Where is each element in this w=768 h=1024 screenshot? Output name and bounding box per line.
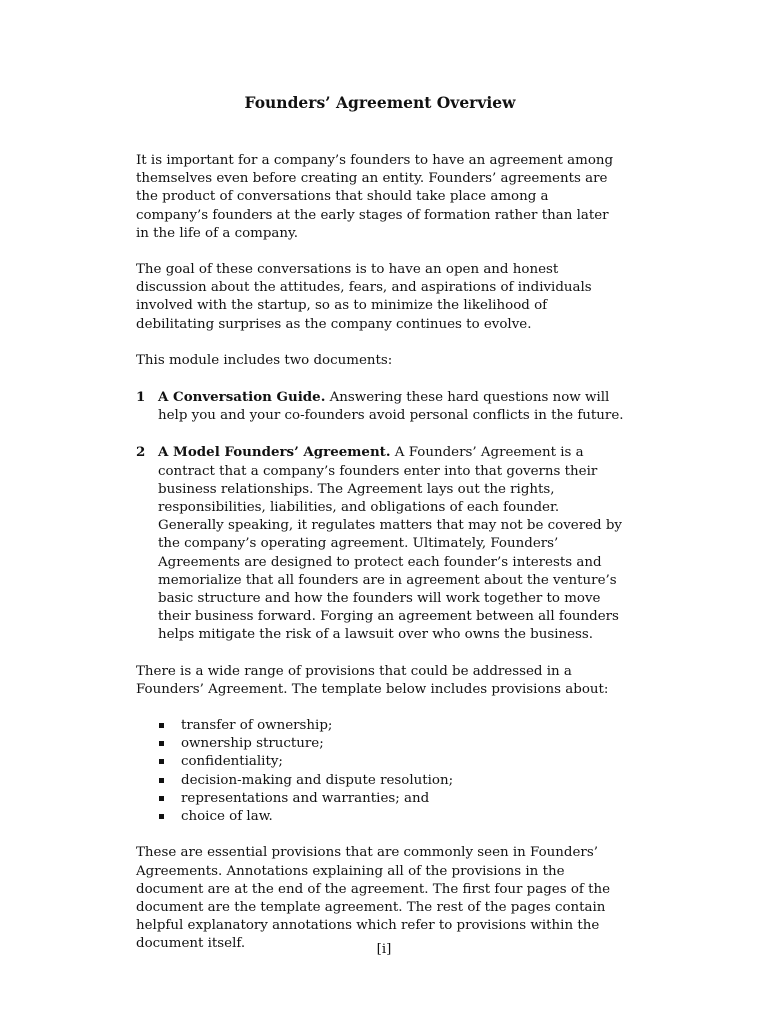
square-bullet-icon xyxy=(159,741,164,746)
page-number: [i] xyxy=(376,942,392,957)
square-bullet-icon xyxy=(159,778,164,783)
list-item-heading: A Conversation Guide. xyxy=(158,389,326,406)
module-paragraph: This module includes two documents: xyxy=(136,352,393,368)
document-title: Founders’ Agreement Overview xyxy=(244,93,516,112)
intro-paragraph: It is important for a company’s founders to have an agreement among themselves even before creating an entity. Founders’ agreements are the product of conversations that should take place among a company’s founders at the early stages of formation rather than later in the life of a company. xyxy=(136,153,614,241)
provision-text: representations and warranties; and xyxy=(181,790,430,806)
provisions-intro-paragraph: There is a wide range of provisions that could be addressed in a Founders’ Agreement. The template below includes provisions about: xyxy=(136,663,609,697)
list-item xyxy=(181,717,624,735)
square-bullet-icon xyxy=(159,796,164,801)
goal-paragraph: The goal of these conversations is to have an open and honest discussion about the attitudes, fears, and aspirations of individuals involved with the startup, so as to minimize the likelihood of debilitating surprises as the company continues to evolve. xyxy=(136,262,592,332)
provision-text: ownership structure; xyxy=(181,736,324,752)
list-item xyxy=(181,772,624,790)
list-item xyxy=(181,753,624,771)
square-bullet-icon xyxy=(159,814,164,819)
list-item-number: 2 xyxy=(136,444,146,461)
provision-text: confidentiality; xyxy=(181,754,283,770)
list-item-number: 1 xyxy=(136,389,146,406)
list-item xyxy=(181,790,624,808)
list-item-heading: A Model Founders’ Agreement. xyxy=(158,444,391,461)
provisions-list xyxy=(136,717,624,826)
provision-text: decision-making and dispute resolution; xyxy=(181,772,454,788)
documents-list xyxy=(136,388,624,645)
square-bullet-icon xyxy=(159,723,164,728)
list-item-text: A Founders’ Agreement is a contract that a company’s founders enter into that governs their business relationships. The Agreement lays out the rights, responsibilities, liabilities, and obligations of each founder. Generally speaking, it regulates matters that may not be covered by the company’s operating agreement. Ultimately, Founders’ Agreements are designed to protect each founder’s interests and memorialize that all founders are in agreement about the venture’s basic structure and how the founders will work together to move their business forward. Forging an agreement between all founders helps mitigate the risk of a lawsuit over who owns the business. xyxy=(158,445,622,643)
list-item xyxy=(181,808,624,826)
closing-paragraph: These are essential provisions that are commonly seen in Founders’ Agreements. Annotations explaining all of the provisions in the document are at the end of the agreement. The first four pages of the document are the template agreement. The rest of the pages contain helpful explanatory annotations which refer to provisions within the document itself. xyxy=(136,845,611,952)
list-item-text: Answering these hard questions now will help you and your co-founders avoid personal conflicts in the future. xyxy=(158,390,624,424)
square-bullet-icon xyxy=(159,759,164,764)
list-item xyxy=(136,443,624,644)
list-item xyxy=(136,388,624,425)
list-item xyxy=(181,735,624,753)
provision-text: choice of law. xyxy=(181,809,273,825)
provision-text: transfer of ownership; xyxy=(181,718,333,734)
